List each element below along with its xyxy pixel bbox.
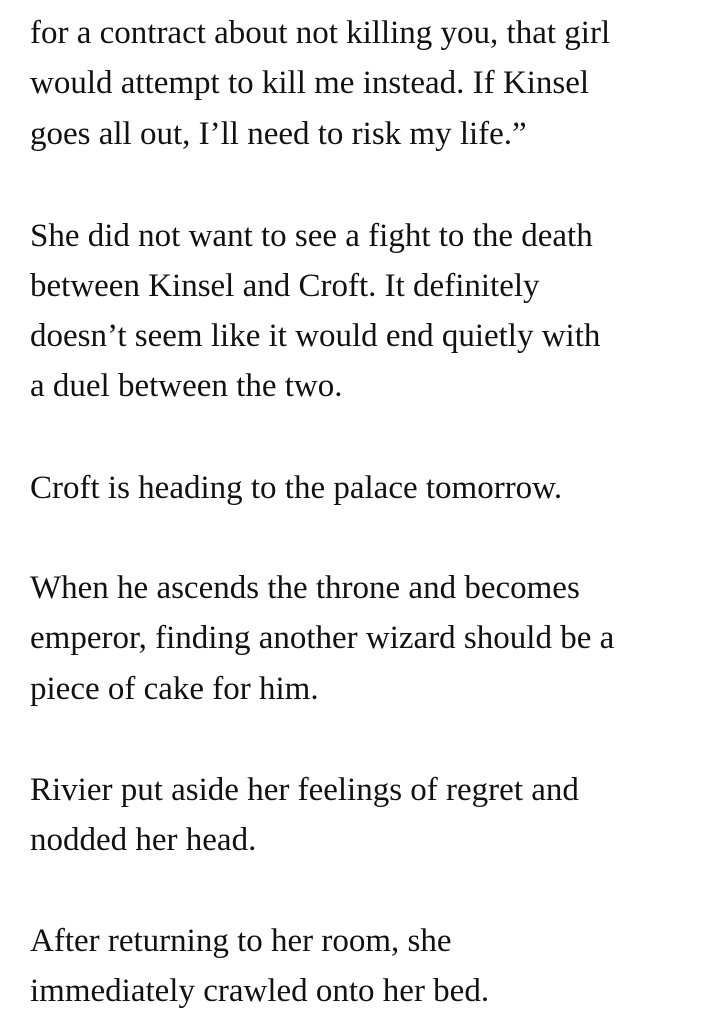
paragraph-3-line-1: Croft is heading to the palace tomorrow.	[30, 470, 563, 506]
paragraph-4-line-2: emperor, finding another wizard should be a	[30, 620, 615, 656]
paragraph-6-line-1: After returning to her room, she	[30, 923, 452, 959]
paragraph-6-line-2: immediately crawled onto her bed.	[30, 973, 490, 1009]
paragraph-5-line-1: Rivier put aside her feelings of regret and	[30, 772, 579, 808]
paragraph-4-line-1: When he ascends the throne and becomes	[30, 570, 580, 606]
paragraph-5-line-2: nodded her head.	[30, 822, 257, 858]
paragraph-2-line-1: She did not want to see a fight to the death	[30, 218, 593, 254]
paragraph-1-line-2: would attempt to kill me instead. If Kinsel	[30, 65, 590, 101]
paragraph-2-line-2: between Kinsel and Croft. It definitely	[30, 268, 540, 304]
paragraph-2-line-3: doesn’t seem like it would end quietly with	[30, 318, 601, 354]
paragraph-1-line-1: for a contract about not killing you, that girl	[30, 15, 611, 51]
paragraph-4-line-3: piece of cake for him.	[30, 671, 319, 707]
paragraph-2-line-4: a duel between the two.	[30, 368, 343, 404]
paragraph-1-line-3: goes all out, I’ll need to risk my life.”	[30, 116, 527, 152]
